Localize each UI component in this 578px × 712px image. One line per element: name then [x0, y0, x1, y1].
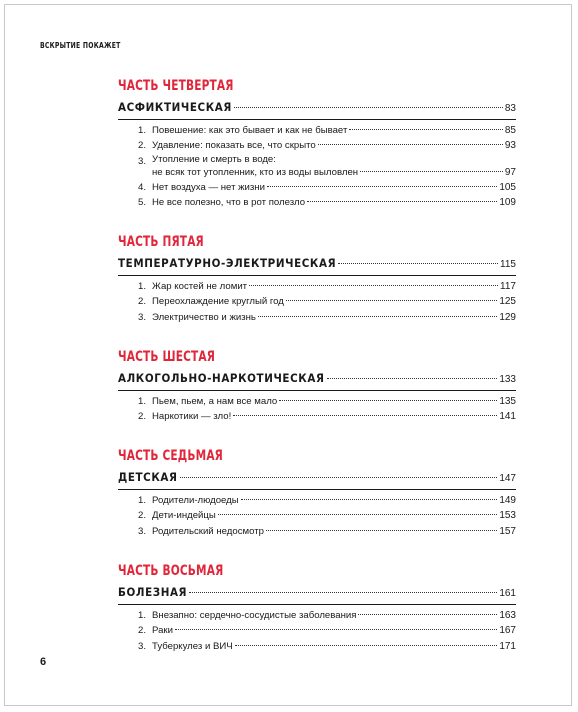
leader-dots [267, 186, 497, 187]
entry-title: Не все полезно, что в рот полезло [152, 197, 306, 209]
group-name: ТЕМПЕРАТУРНО-ЭЛЕКТРИЧЕСКАЯ [118, 256, 337, 270]
entry-number: 3. [137, 311, 146, 323]
entry-page-number: 153 [499, 510, 516, 522]
part-title: ЧАСТЬ СЕДЬМАЯ [118, 448, 223, 464]
leader-dots [175, 629, 497, 630]
toc-entry[interactable] [118, 138, 516, 153]
entry-number: 4. [137, 181, 146, 193]
leader-dots [241, 499, 498, 500]
entry-title: Дети-индейцы [152, 510, 216, 522]
toc-entry[interactable] [118, 524, 516, 539]
part-section [118, 347, 516, 425]
group-page-number: 115 [500, 259, 516, 270]
toc-entry[interactable] [118, 508, 516, 523]
entry-title: Раки [152, 625, 173, 637]
group-rule [118, 489, 516, 490]
group-page-number: 147 [499, 473, 516, 484]
entry-page-number: 167 [499, 625, 516, 637]
leader-dots [180, 477, 498, 478]
leader-dots [233, 415, 497, 416]
entry-title: Туберкулез и ВИЧ [152, 640, 233, 652]
entry-page-number: 109 [499, 197, 516, 209]
entry-page-number: 163 [499, 610, 516, 621]
part-section [118, 76, 516, 211]
page-number: 6 [40, 656, 47, 668]
entry-title: Внезапно: сердечно-сосудистые заболевания [152, 610, 357, 621]
leader-dots [327, 378, 498, 379]
part-title: ЧАСТЬ ВОСЬМАЯ [118, 563, 224, 579]
part-title: ЧАСТЬ ЧЕТВЕРТАЯ [118, 78, 234, 94]
entry-number: 2. [137, 510, 146, 522]
toc-entry[interactable] [118, 123, 516, 138]
entry-page-number: 135 [499, 396, 516, 407]
entry-number: 1. [137, 610, 146, 621]
group-rule [118, 604, 516, 605]
entry-number: 1. [137, 125, 146, 136]
leader-dots [286, 300, 497, 301]
entry-page-number: 129 [499, 311, 516, 323]
group-page-number: 83 [504, 103, 516, 114]
toc-entry[interactable] [118, 623, 516, 638]
toc-entry[interactable] [118, 180, 516, 195]
entry-title: Родительский недосмотр [152, 525, 264, 537]
leader-dots [218, 514, 498, 515]
entry-number: 1. [137, 281, 146, 292]
entry-page-number: 157 [499, 525, 516, 537]
entry-number: 3. [137, 155, 146, 167]
leader-dots [318, 144, 503, 145]
entry-page-number: 125 [499, 296, 516, 308]
entry-page-number: 149 [499, 495, 516, 506]
part-section [118, 446, 516, 539]
toc-entry[interactable] [118, 294, 516, 309]
group-rule [118, 119, 516, 120]
entry-page-number: 105 [499, 181, 516, 193]
running-head: ВСКРЫТИЕ ПОКАЖЕТ [40, 41, 121, 50]
entry-title: Пьем, пьем, а нам все мало [152, 396, 278, 407]
part-title: ЧАСТЬ ШЕСТАЯ [118, 349, 216, 365]
toc-entry[interactable] [118, 639, 516, 654]
entry-page-number: 171 [499, 640, 516, 652]
group-name: АСФИКТИЧЕСКАЯ [118, 100, 232, 114]
entry-page-number: 117 [500, 281, 516, 292]
group-name: ДЕТСКАЯ [118, 470, 178, 484]
entry-title: Повешение: как это бывает и как не бывает [152, 125, 348, 136]
group-heading[interactable] [118, 256, 516, 274]
entry-number: 5. [137, 197, 146, 209]
part-section [118, 561, 516, 654]
toc-entry[interactable] [118, 394, 516, 409]
toc-entry[interactable] [118, 493, 516, 508]
toc-entry[interactable] [118, 608, 516, 623]
group-heading[interactable] [118, 371, 516, 389]
entry-number: 3. [137, 640, 146, 652]
group-page-number: 133 [499, 374, 516, 385]
entry-page-number: 85 [504, 125, 516, 136]
entry-number: 2. [137, 625, 146, 637]
leader-dots [189, 592, 497, 593]
leader-dots [338, 263, 498, 264]
toc-entry[interactable] [118, 154, 516, 180]
entry-title-line1: Утопление и смерть в воде: [152, 153, 276, 165]
entry-number: 1. [137, 495, 146, 506]
toc-entry[interactable] [118, 195, 516, 210]
entry-page-number: 93 [504, 140, 516, 152]
leader-dots [258, 316, 497, 317]
part-title: ЧАСТЬ ПЯТАЯ [118, 234, 204, 250]
entry-number: 1. [137, 396, 146, 407]
leader-dots [235, 645, 498, 646]
entry-title: Электричество и жизнь [152, 311, 256, 323]
entry-page-number: 141 [499, 411, 516, 423]
entry-title: Переохлаждение круглый год [152, 296, 284, 308]
entry-title: Родители-людоеды [152, 495, 239, 506]
leader-dots [234, 107, 503, 108]
entry-title: Наркотики — зло! [152, 411, 232, 423]
toc-entry[interactable] [118, 310, 516, 325]
leader-dots [249, 285, 498, 286]
group-heading[interactable] [118, 100, 516, 118]
group-name: БОЛЕЗНАЯ [118, 585, 188, 599]
group-heading[interactable] [118, 470, 516, 488]
leader-dots [360, 171, 503, 172]
group-rule [118, 275, 516, 276]
group-name: АЛКОГОЛЬНО-НАРКОТИЧЕСКАЯ [118, 371, 325, 385]
entry-number: 2. [137, 411, 146, 423]
entry-number: 3. [137, 525, 146, 537]
entry-number: 2. [137, 140, 146, 152]
entry-title: Удавление: показать все, что скрыто [152, 140, 316, 152]
group-rule [118, 390, 516, 391]
leader-dots [349, 129, 503, 130]
leader-dots [307, 201, 497, 202]
toc-entry[interactable] [118, 279, 516, 294]
entry-title: Жар костей не ломит [152, 281, 248, 292]
entry-title: не всяк тот утопленник, кто из воды выловлен [152, 166, 359, 178]
part-section [118, 232, 516, 325]
group-heading[interactable] [118, 585, 516, 603]
leader-dots [358, 614, 497, 615]
entry-page-number: 97 [504, 166, 516, 178]
entry-title: Нет воздуха — нет жизни [152, 181, 265, 193]
group-page-number: 161 [499, 588, 516, 599]
toc-entry[interactable] [118, 409, 516, 424]
leader-dots [279, 400, 497, 401]
leader-dots [266, 530, 497, 531]
entry-number: 2. [137, 296, 146, 308]
